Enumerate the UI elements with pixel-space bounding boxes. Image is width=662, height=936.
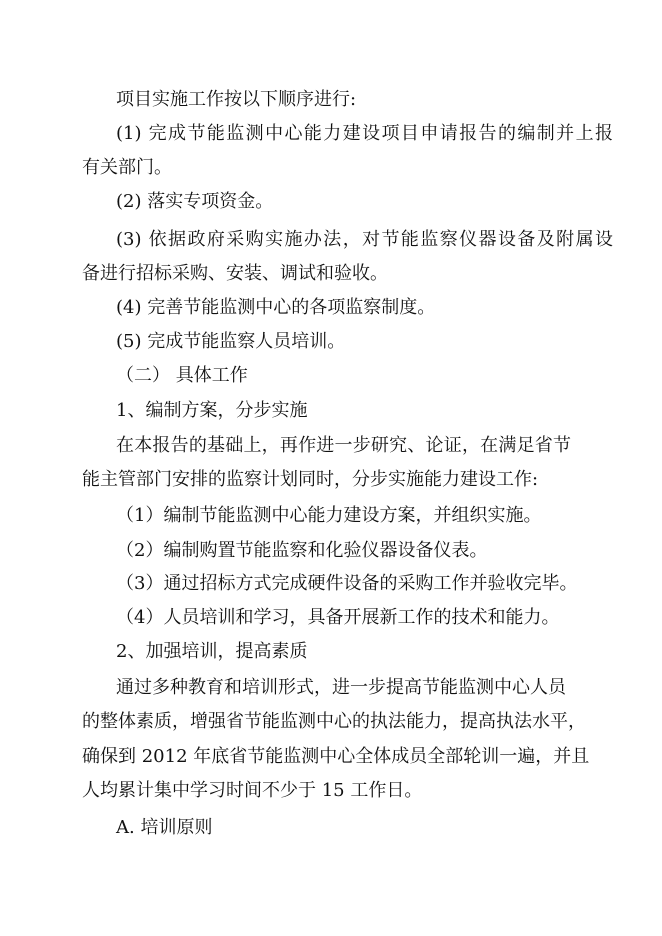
paragraph-1-line-1: 在本报告的基础上，再作进一步研究、论证，在满足省节: [116, 435, 571, 456]
task-2-line: （2）编制购置节能监察和化验仪器设备仪表。: [116, 540, 488, 561]
task-1-line: （1）编制节能监测中心能力建设方案，并组织实施。: [116, 505, 542, 526]
subsection-1-heading: 1、编制方案，分步实施: [116, 400, 308, 421]
step-3-line: (3) 依据政府采购实施办法，对节能监察仪器设备及附属设: [116, 229, 613, 250]
subsection-2-heading: 2、加强培训，提高素质: [116, 641, 308, 662]
step-5-line: (5) 完成节能监察人员培训。: [116, 331, 346, 352]
principle-heading: A. 培训原则: [116, 817, 213, 838]
paragraph-2-line-4: 人均累计集中学习时间不少于 15 工作日。: [82, 780, 423, 801]
paragraph-1-line-2: 能主管部门安排的监察计划同时，分步实施能力建设工作:: [82, 469, 539, 490]
task-3-line: （3）通过招标方式完成硬件设备的采购工作并验收完毕。: [116, 573, 578, 594]
paragraph-2-line-1: 通过多种教育和培训形式，进一步提高节能监测中心人员: [116, 677, 566, 698]
step-1-line: (1) 完成节能监测中心能力建设项目申请报告的编制并上报: [116, 123, 613, 144]
step-4-line: (4) 完善节能监测中心的各项监察制度。: [116, 297, 436, 318]
task-4-line: （4）人员培训和学习，具备开展新工作的技术和能力。: [116, 607, 560, 628]
paragraph-2-line-2: 的整体素质，增强省节能监测中心的执法能力，提高执法水平，: [82, 711, 586, 732]
step-1-continuation: 有关部门。: [82, 157, 172, 178]
intro-line: 项目实施工作按以下顺序进行:: [116, 89, 357, 110]
paragraph-2-line-3: 确保到 2012 年底省节能监测中心全体成员全部轮训一遍，并且: [82, 746, 590, 767]
section-heading: （二） 具体工作: [116, 365, 248, 386]
step-3-continuation: 备进行招标采购、安装、调试和验收。: [82, 263, 388, 284]
step-2-line: (2) 落实专项资金。: [116, 191, 274, 212]
